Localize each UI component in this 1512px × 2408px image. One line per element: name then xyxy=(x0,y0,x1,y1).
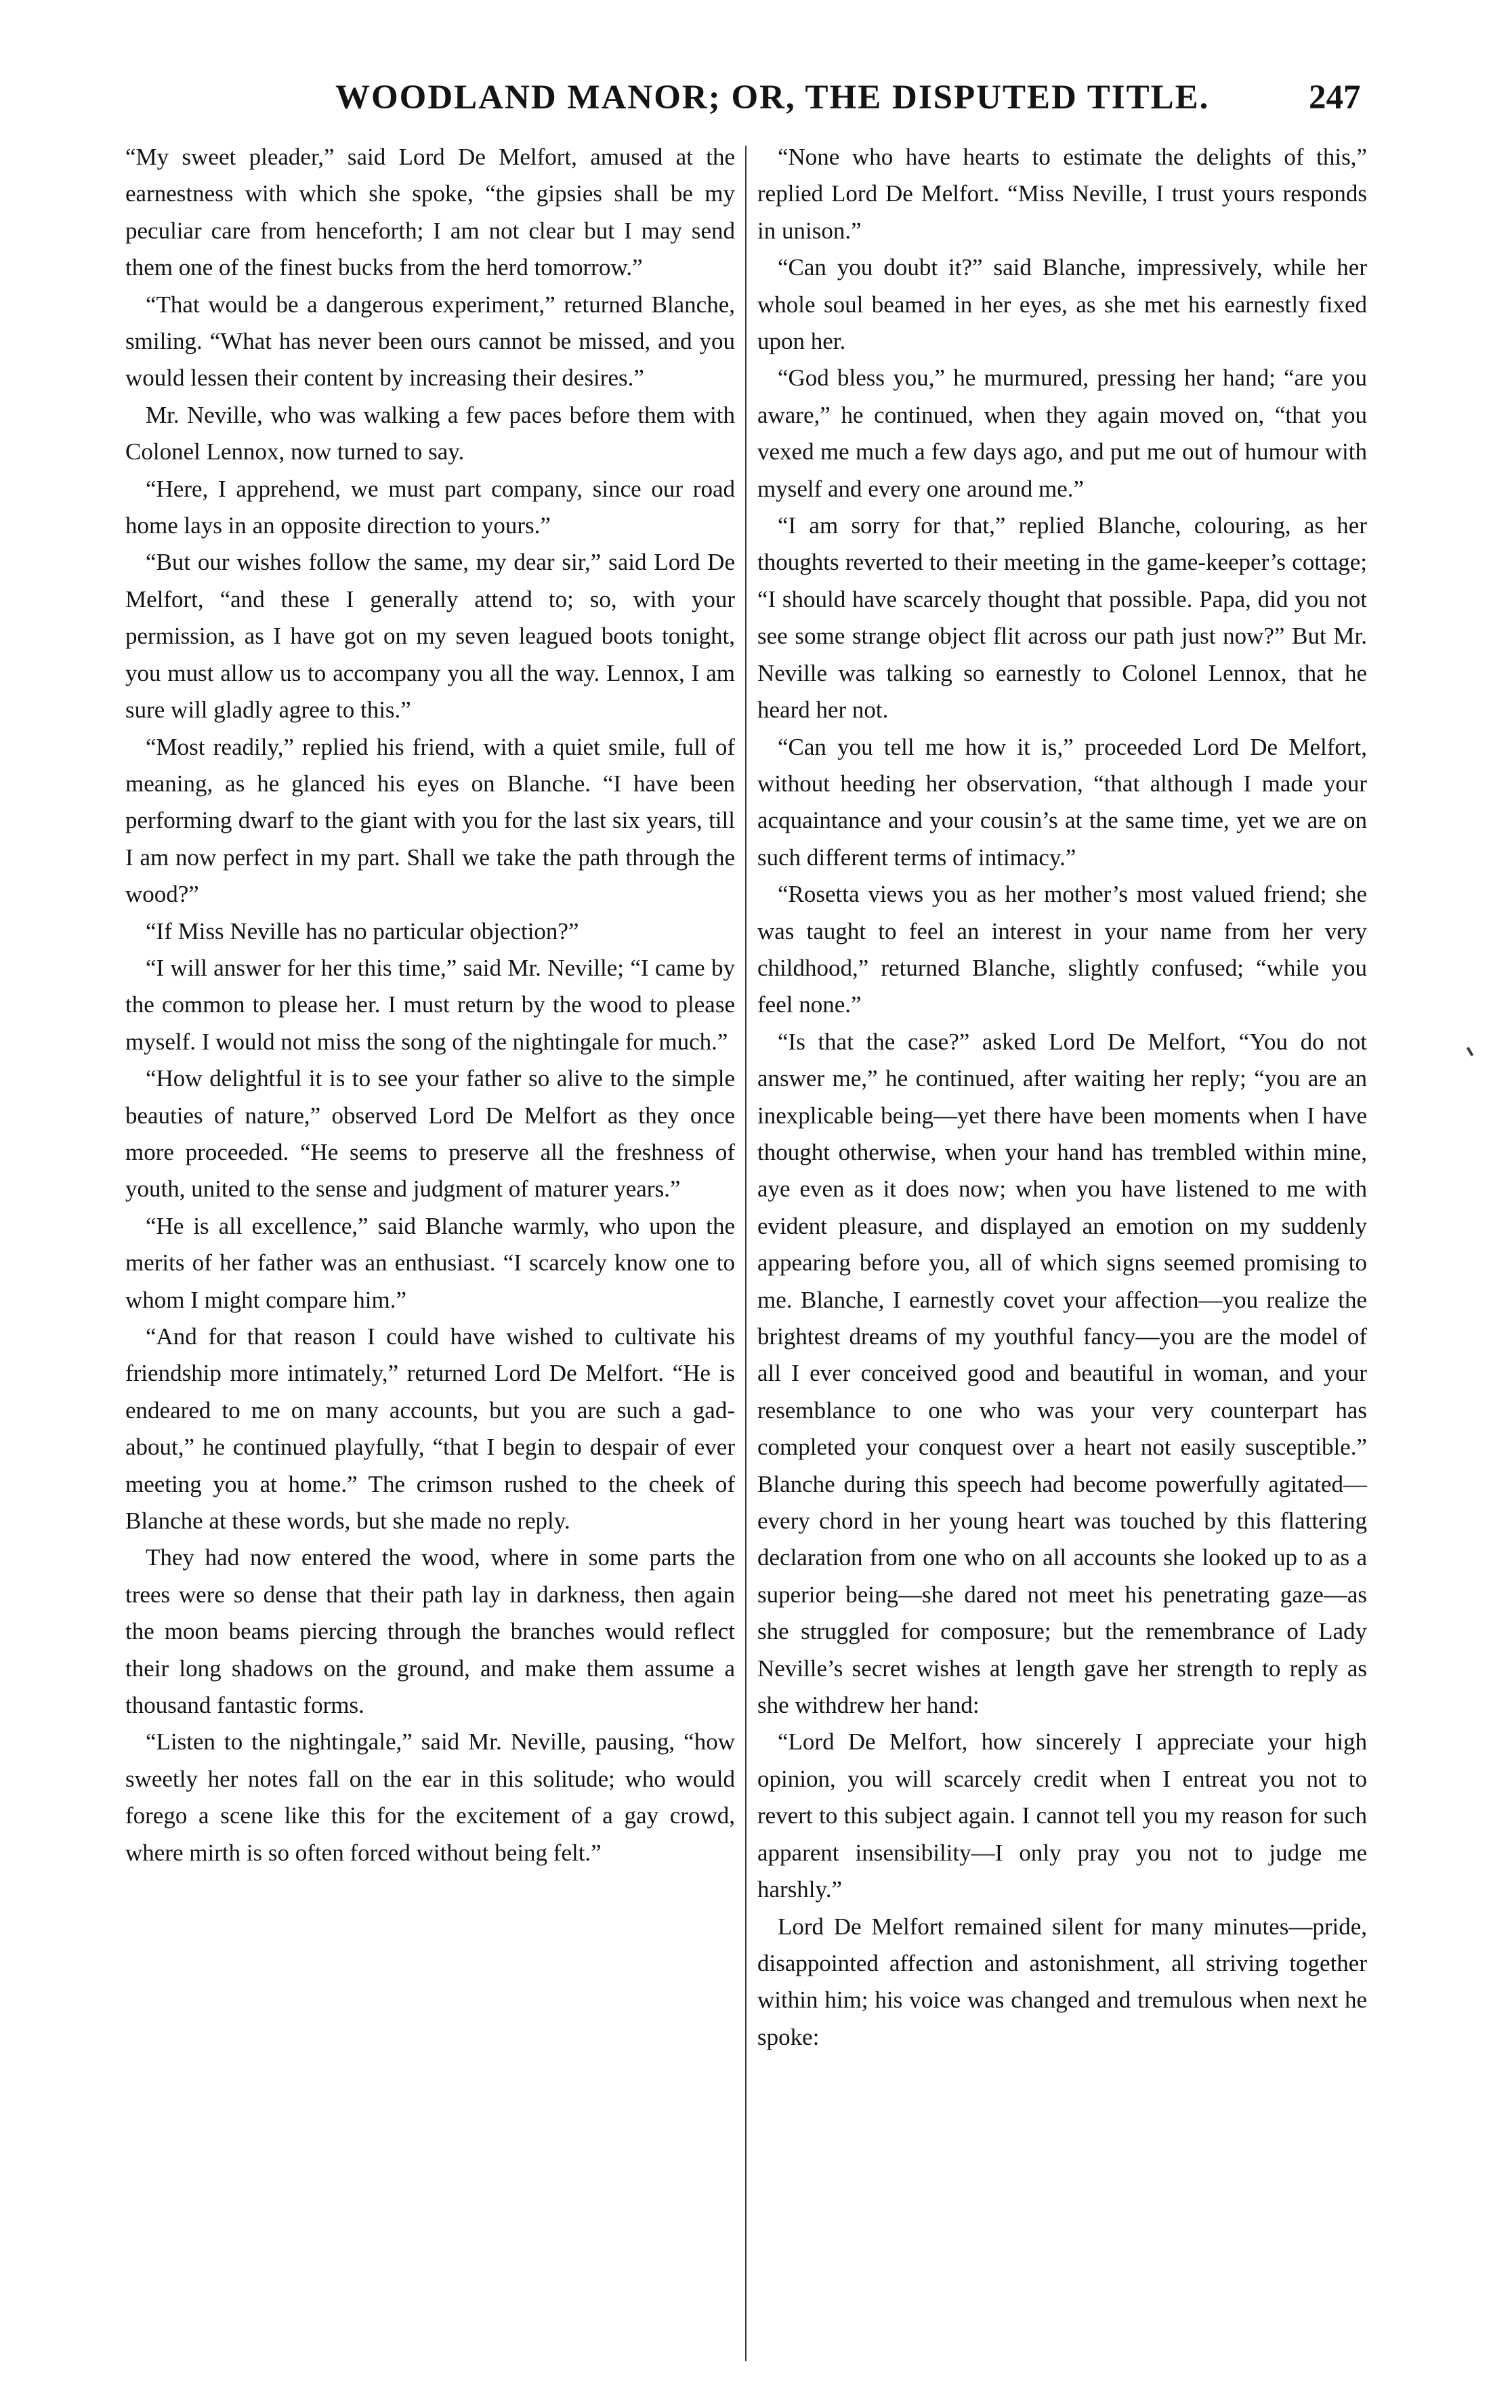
running-header xyxy=(0,78,1512,132)
paragraph: “Lord De Melfort, how sincerely I appreciate your high opinion, you will scarcely credit when I entreat you not to revert to this subject again. I cannot tell you my reason for such apparent insensibility—I only pray you not to judge me harshly.” xyxy=(757,1728,1367,1903)
paragraph: “Listen to the nightingale,” said Mr. Neville, pausing, “how sweetly her notes fall on the ear in this solitude; who would forego a scene like this for the excitement of a gay crowd, where mirth is so often forced without being felt.” xyxy=(125,1728,735,1866)
paragraph: “I am sorry for that,” replied Blanche, colouring, as her thoughts reverted to their meeting in the game-keeper’s cottage; “I should have scarcely thought that possible. Papa, did you not see some strange object flit across our path just now?” But Mr. Neville was talking so earnestly to Colonel Lennox, that he heard her not. xyxy=(757,512,1367,724)
paragraph: “I will answer for her this time,” said Mr. Neville; “I came by the common to please her. I must return by the wood to please myself. I would not miss the song of the nightingale for much.” xyxy=(125,954,735,1055)
page-number: 247 xyxy=(1309,79,1361,117)
paragraph: “God bless you,” he murmured, pressing her hand; “are you aware,” he continued, when they again moved on, “that you vexed me much a few days ago, and put me out of humour with myself and every one around me.” xyxy=(757,365,1367,502)
running-title: WOODLAND MANOR; OR, THE DISPUTED TITLE. xyxy=(335,79,1210,117)
paragraph: “If Miss Neville has no particular objection?” xyxy=(146,917,579,944)
ink-speck xyxy=(1467,1047,1473,1056)
paragraph: “Here, I apprehend, we must part company, since our road home lays in an opposite direction to yours.” xyxy=(125,475,735,539)
paragraph: “None who have hearts to estimate the delights of this,” replied Lord De Melfort. “Miss Neville, I trust yours responds in unison.” xyxy=(757,144,1367,244)
paragraph: “Most readily,” replied his friend, with a quiet smile, full of meaning, as he glanced his eyes on Blanche. “I have been performing dwarf to the giant with you for the last six years, till I am now perfect in my part. Shall we take the path through the wood?” xyxy=(125,733,735,908)
paragraph: “That would be a dangerous experiment,” returned Blanche, smiling. “What has never been ours cannot be missed, and you would lessen their content by increasing their desires.” xyxy=(125,291,735,392)
paragraph: “But our wishes follow the same, my dear sir,” said Lord De Melfort, “and these I generally attend to; so, with your permission, as I have got on my seven leagued boots tonight, you must allow us to accompany you all the way. Lennox, I am sure will gladly agree to this.” xyxy=(125,549,735,724)
paragraph: Lord De Melfort remained silent for many minutes—pride, disappointed affection and astonishment, all striving together within him; his voice was changed and tremulous when next he spoke: xyxy=(757,1913,1367,2050)
paragraph: “How delightful it is to see your father so alive to the simple beauties of nature,” observed Lord De Melfort as they once more proceeded. “He seems to preserve all the freshness of youth, united to the sense and judgment of maturer years.” xyxy=(125,1065,735,1203)
paragraph: Mr. Neville, who was walking a few paces before them with Colonel Lennox, now turned to say. xyxy=(125,401,735,465)
right-column xyxy=(757,139,1367,2056)
left-column xyxy=(125,139,735,1871)
column-divider xyxy=(745,146,747,2361)
paragraph: “Can you doubt it?” said Blanche, impressively, while her whole soul beamed in her eyes, as she met his earnestly fixed upon her. xyxy=(757,254,1367,355)
paragraph: “And for that reason I could have wished to cultivate his friendship more intimately,” returned Lord De Melfort. “He is endeared to me on many accounts, but you are such a gad-about,” he continued playfully, “that I begin to despair of ever meeting you at home.” The crimson rushed to the cheek of Blanche at these words, but she made no reply. xyxy=(125,1323,735,1535)
paragraph: “Is that the case?” asked Lord De Melfort, “You do not answer me,” he continued, after waiting her reply; “you are an inexplicable being—yet there have been moments when I have thought otherwise, when your hand has trembled within mine, aye even as it does now; when you have listened to me with evident pleasure, and displayed an emotion on my suddenly appearing before you, all of which signs seemed promising to me. Blanche, I earnestly covet your affection—you realize the brightest dreams of my youthful fancy—you are the model of all I ever conceived good and beautiful in woman, and your resemblance to one who was your very counterpart has completed your conquest over a heart not easily susceptible.” Blanche during this speech had become powerfully agitated—every chord in her young heart was touched by this flattering declaration from one who on all accounts she looked up to as a superior being—she dared not meet his penetrating gaze—as she struggled for composure; but the remembrance of Lady Neville’s secret wishes at length gave her strength to reply as she withdrew her hand: xyxy=(757,1028,1367,1719)
paragraph: “Can you tell me how it is,” proceeded Lord De Melfort, without heeding her observation, “that although I made your acquaintance and your cousin’s at the same time, yet we are on such different terms of intimacy.” xyxy=(757,733,1367,871)
paragraph: “My sweet pleader,” said Lord De Melfort, amused at the earnestness with which she spoke, “the gipsies shall be my peculiar care from henceforth; I am not clear but I may send them one of the finest bucks from the herd tomorrow.” xyxy=(125,144,735,281)
paragraph: They had now entered the wood, where in some parts the trees were so dense that their path lay in darkness, then again the moon beams piercing through the branches would reflect their long shadows on the ground, and make them assume a thousand fantastic forms. xyxy=(125,1544,735,1719)
paragraph: “He is all excellence,” said Blanche warmly, who upon the merits of her father was an enthusiast. “I scarcely know one to whom I might compare him.” xyxy=(125,1212,735,1313)
paragraph: “Rosetta views you as her mother’s most valued friend; she was taught to feel an interest in your name from her very childhood,” returned Blanche, slightly confused; “while you feel none.” xyxy=(757,881,1367,1018)
